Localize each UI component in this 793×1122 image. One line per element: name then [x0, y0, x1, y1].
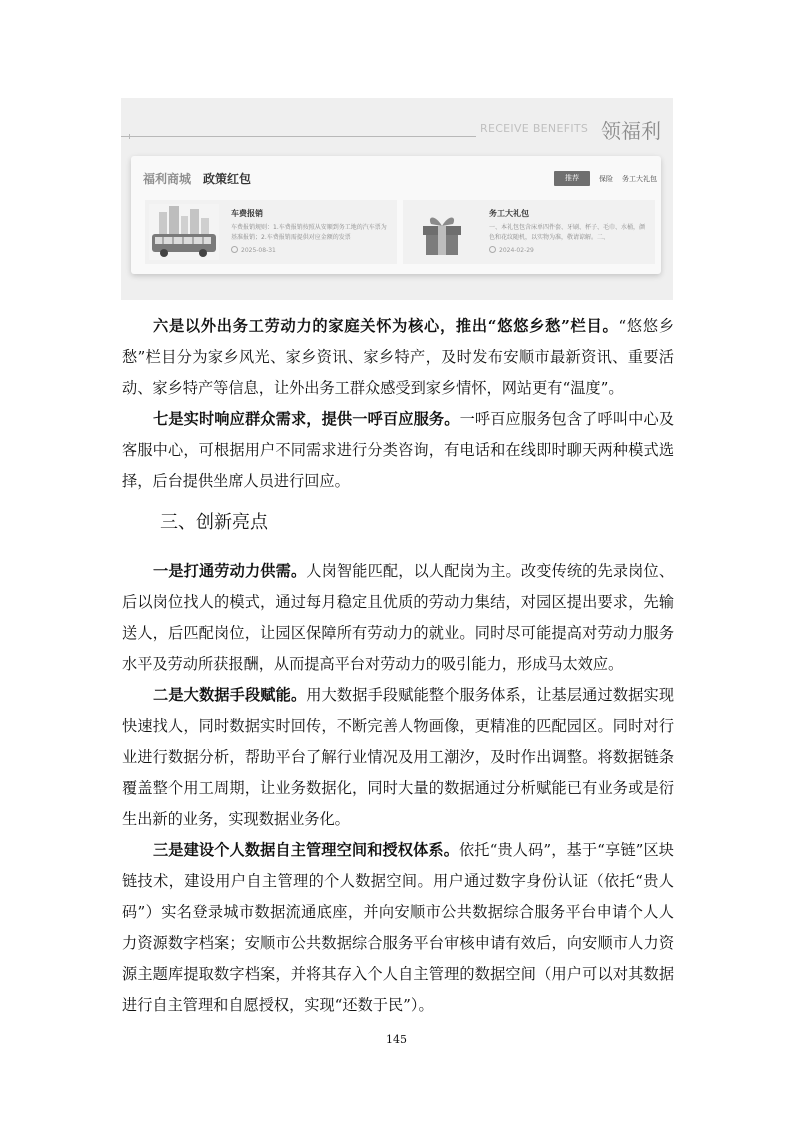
benefit-card-fare[interactable] — [145, 200, 397, 264]
card-description: 车费报销规则：1.车费报销按照从安顺到务工地的汽车票为基准报销；2.车费报销需提供对应金额的发票 — [231, 224, 387, 241]
header-rule — [121, 136, 476, 137]
benefits-screenshot — [121, 98, 673, 300]
card-date-text: 2024-02-29 — [499, 247, 534, 254]
paragraph-seven — [122, 404, 674, 497]
paragraph-text: 一呼百应服务包含了呼叫中心及客服中心，可根据用户不同需求进行分类咨询，有电话和在线即时聊天两种模式选择，后台提供坐席人员进行回应。 — [122, 410, 675, 490]
header-title: 领福利 — [601, 119, 661, 143]
header-rule-tick — [129, 134, 130, 139]
paragraph-lead: 二是大数据手段赋能。 — [153, 686, 307, 704]
clock-icon — [489, 246, 496, 253]
card-date — [489, 246, 534, 254]
paragraph-lead: 七是实时响应群众需求，提供一呼百应服务。 — [153, 410, 460, 428]
header-english: RECEIVE BENEFITS — [480, 122, 589, 135]
tab-welfare-mall[interactable]: 福利商城 — [143, 172, 192, 186]
benefit-card-package[interactable] — [403, 200, 655, 264]
paragraph-text: 用大数据手段赋能整个服务体系，让基层通过数据实现快速找人，同时数据实时回传，不断完善人物画像，更精准的匹配园区。同时对行业进行数据分析，帮助平台了解行业情况及用工潮汐，及时作出调整。将数据链条覆盖整个用工周期，让业务数据化，同时大量的数据通过分析赋能已有业务或是衍生出新的业务，实现数据业务化。 — [122, 686, 675, 828]
highlight-three — [122, 835, 674, 1021]
card-date — [231, 246, 276, 254]
tab-policy-redpacket[interactable]: 政策红包 — [203, 172, 252, 186]
clock-icon — [231, 246, 238, 253]
paragraph-lead: 六是以外出务工劳动力的家庭关怀为核心，推出“悠悠乡愁”栏目。 — [153, 317, 619, 335]
highlight-two — [122, 680, 674, 835]
paragraph-text: “悠悠乡愁”栏目分为家乡风光、家乡资讯、家乡特产，及时发布安顺市最新资讯、重要活动、家乡特产等信息，让外出务工群众感受到家乡情怀，网站更有“温度”。 — [122, 317, 675, 397]
panel-header — [131, 156, 661, 196]
chip-insurance[interactable]: 保险 — [599, 175, 613, 183]
card-date-text: 2025-08-31 — [241, 247, 276, 254]
card-title: 车费报销 — [231, 209, 263, 218]
paragraph-text: 依托“贵人码”，基于“享链”区块链技术，建设用户自主管理的个人数据空间。用户通过数字身份认证（依托“贵人码”）实名登录城市数据流通底座，并向安顺市公共数据综合服务平台申请个人人力资源数字档案；安顺市公共数据综合服务平台审核申请有效后，向安顺市人力资源主题库提取数字档案，并将其存入个人自主管理的数据空间（用户可以对其数据进行自主管理和自愿授权，实现“还数于民”）。 — [122, 841, 674, 1014]
gift-box-icon — [407, 204, 477, 260]
bus-city-icon — [149, 204, 219, 260]
benefits-panel — [131, 156, 661, 274]
section-heading: 三、创新亮点 — [160, 512, 268, 533]
paragraph-lead: 三是建设个人数据自主管理空间和授权体系。 — [153, 841, 459, 859]
chip-recommended[interactable]: 推荐 — [554, 171, 590, 186]
page-number: 145 — [386, 1033, 407, 1046]
card-description: 一、本礼包包含床单四件套、牙刷、杯子、毛巾、水桶，颜色和花纹随机，以实物为准，敬请谅解。二、 — [489, 224, 645, 241]
card-title: 务工大礼包 — [489, 209, 529, 218]
chip-worker-package[interactable]: 务工大礼包 — [622, 175, 657, 183]
paragraph-text: 人岗智能匹配，以人配岗为主。改变传统的先录岗位、后以岗位找人的模式，通过每月稳定且优质的劳动力集结，对园区提出要求，先输送人，后匹配岗位，让园区保障所有劳动力的就业。同时尽可能提高对劳动力服务水平及劳动所获报酬，从而提高平台对劳动力的吸引能力，形成马太效应。 — [122, 562, 675, 673]
paragraph-lead: 一是打通劳动力供需。 — [153, 562, 307, 580]
highlight-one — [122, 556, 674, 680]
paragraph-six — [122, 311, 674, 404]
